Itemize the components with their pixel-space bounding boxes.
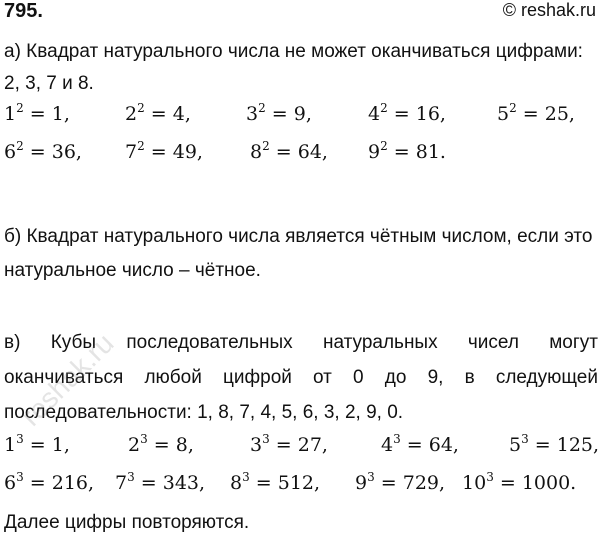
part-c-line1: в) Кубы последовательных натуральных чисел могут [4,332,598,353]
part-c-line2: оканчиваться любой цифрой от 0 до 9, в следующей [4,367,598,388]
part-a-squares-row2 [0,141,602,173]
part-c-line3: последовательности: 1, 8, 7, 4, 5, 6, 3, 2, 9, 0. [4,402,404,423]
equation: $7^3 = 343$, [115,470,206,494]
part-a-line2: 2, 3, 7 и 8. [4,73,94,94]
equation: $6^3 = 216$, [4,470,95,494]
equation: $6^2 = 36$, [4,139,82,163]
problem-number: 795. [4,0,43,22]
part-a-squares-row1 [0,103,602,135]
equation: $9^2 = 81$. [368,139,446,163]
equation: $4^3 = 64$, [381,432,459,456]
part-c-closing: Далее цифры повторяются. [4,512,250,533]
equation: $2^3 = 8$, [128,432,194,456]
equation: $4^2 = 16$, [368,101,446,125]
equation: $1^2 = 1$, [4,101,70,125]
part-b-line2: натуральное число – чётное. [4,260,261,281]
equation: $10^3 = 1000$. [462,470,577,494]
equation: $8^2 = 64$, [250,139,328,163]
equation: $2^2 = 4$, [125,101,191,125]
equation: $5^3 = 125$, [509,432,600,456]
part-c-cubes-row1 [0,434,602,466]
part-b-line1: б) Квадрат натурального числа является чётным числом, если это [4,226,593,247]
part-c-cubes-row2 [0,472,602,504]
equation: $1^3 = 1$, [4,432,70,456]
part-a-line1: а) Квадрат натурального числа не может оканчиваться цифрами: [4,41,583,62]
equation: $7^2 = 49$, [125,139,203,163]
equation: $5^2 = 25$, [497,101,575,125]
equation: $3^2 = 9$, [246,101,312,125]
equation: $3^3 = 27$, [250,432,328,456]
site-credit: © reshak.ru [502,0,596,20]
header [0,0,602,26]
watermark-text: reshak.ru [15,327,120,432]
equation: $9^3 = 729$, [355,470,446,494]
equation: $8^3 = 512$, [230,470,321,494]
